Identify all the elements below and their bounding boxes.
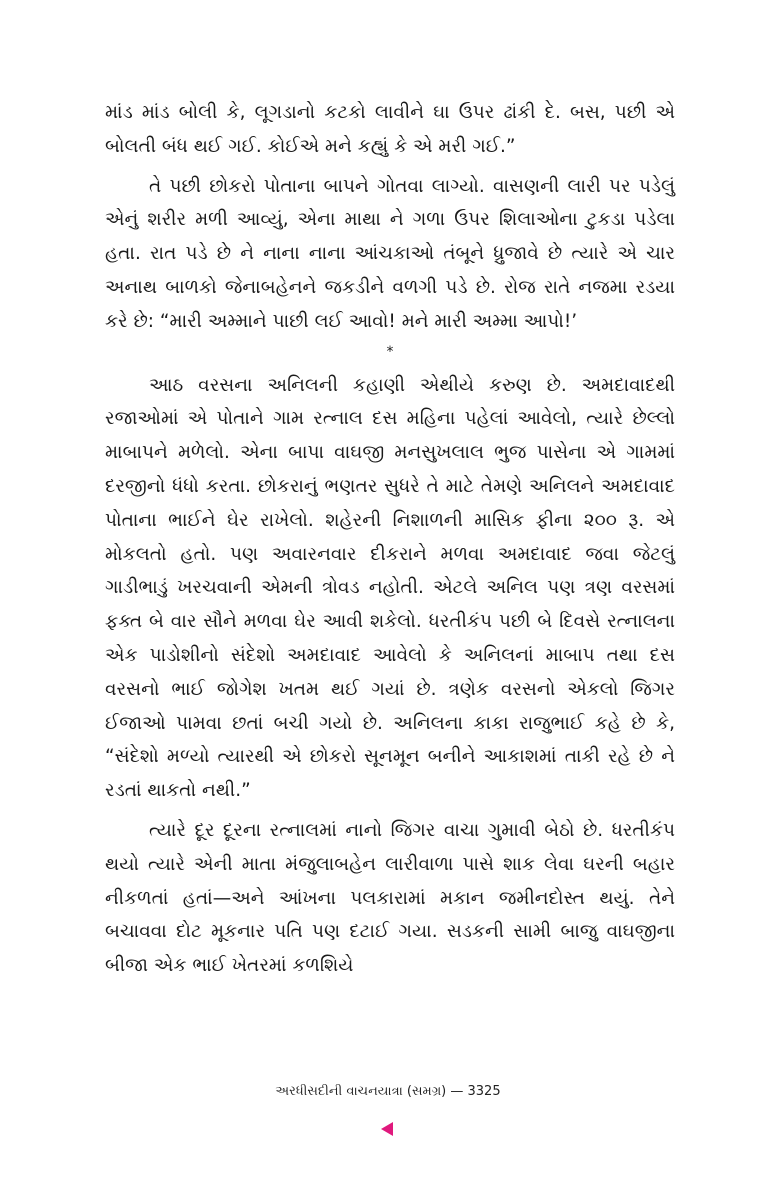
paragraph-2: તે પછી છોકરો પોતાના બાપને ગોતવા લાગ્યો. વાસણની લારી પર પડેલું એનું શરીર મળી આવ્યું, એના માથા ને ગળા ઉપર શિલાઓના ટુકડા પડેલા હતા. રાત પડે છે ને નાના નાના આંચકાઓ તંબૂને ધ્રુજાવે છે ત્યારે એ ચાર અનાથ બાળકો જેનાબહેનને જકડીને વળગી પડે છે. રોજ રાતે નજમા રડયા કરે છે: “મારી અમ્માને પાછી લઈ આવો! મને મારી અમ્મા આપો!’ [105,175,675,332]
paragraph-1: માંડ માંડ બોલી કે, લૂગડાનો કટકો લાવીને ઘા ઉપર ઢાંકી દે. બસ, પછી એ બોલતી બંધ થઈ ગઈ. કોઈએ મને કહ્યું કે એ મરી ગઈ.” [105,102,675,157]
paragraph-4: ત્યારે દૂર દૂરના રત્નાલમાં નાનો જિગર વાચા ગુમાવી બેઠો છે. ધરતીકંપ થયો ત્યારે એની માતા મંજુલાબહેન લારીવાળા પાસે શાક લેવા ઘરની બહાર નીકળતાં હતાં—અને આંખના પલકારામાં મકાન જમીનદોસ્ત થયું. તેને બચાવવા દોટ મૂકનાર પતિ પણ દટાઈ ગયા. સડકની સામી બાજુ વાઘજીના બીજા એક ભાઈ ખેતરમાં કળશિયે [105,819,675,977]
section-separator: * [386,343,394,360]
paragraph-3: આઠ વરસના અનિલની કહાણી એથીયે કરુણ છે. અમદાવાદથી રજાઓમાં એ પોતાને ગામ રત્નાલ દસ મહિના પહેલાં આવેલો, ત્યારે છેલ્લો માબાપને મળેલો. એના બાપા વાઘજી મનસુખલાલ ભુજ પાસેના એ ગામમાં દરજીનો ધંધો કરતા. છોકરાનું ભણતર સુધરે તે માટે તેમણે અનિલને અમદાવાદ પોતાના ભાઈને ઘેર રાખેલો. શહેરની નિશાળની માસિક ફીના ૨૦૦ રૂ. એ મોકલતો હતો. પણ અવારનવાર દીકરાને મળવા અમદાવાદ જવા જેટલું ગાડીભાડું ખરચવાની એમની ત્રોવડ નહોતી. એટલે અનિલ પણ ત્રણ વરસમાં ફક્ત બે વાર સૌને મળવા ઘેર આવી શકેલો. ધરતીકંપ પછી બે દિવસે રત્નાલના એક પાડોશીનો સંદેશો અમદાવાદ આવેલો કે અનિલનાં માબાપ તથા દસ વરસનો ભાઈ જોગેશ ખતમ થઈ ગયાં છે. ત્રણેક વરસનો એકલો જિગર ઈજાઓ પામવા છતાં બચી ગયો છે. અનિલના કાકા રાજુભાઈ કહે છે કે, “સંદેશો મળ્યો ત્યારથી એ છોકરો સૂનમૂન બનીને આકાશમાં તાકી રહે છે ને રડતાં થાકતો નથી.” [105,374,675,802]
page-footer: અરધીસદીની વાચનયાત્રા (સમગ્ર) — 3325 [275,1084,501,1099]
previous-page-arrow-icon[interactable] [381,1122,393,1136]
page-body [105,96,675,983]
